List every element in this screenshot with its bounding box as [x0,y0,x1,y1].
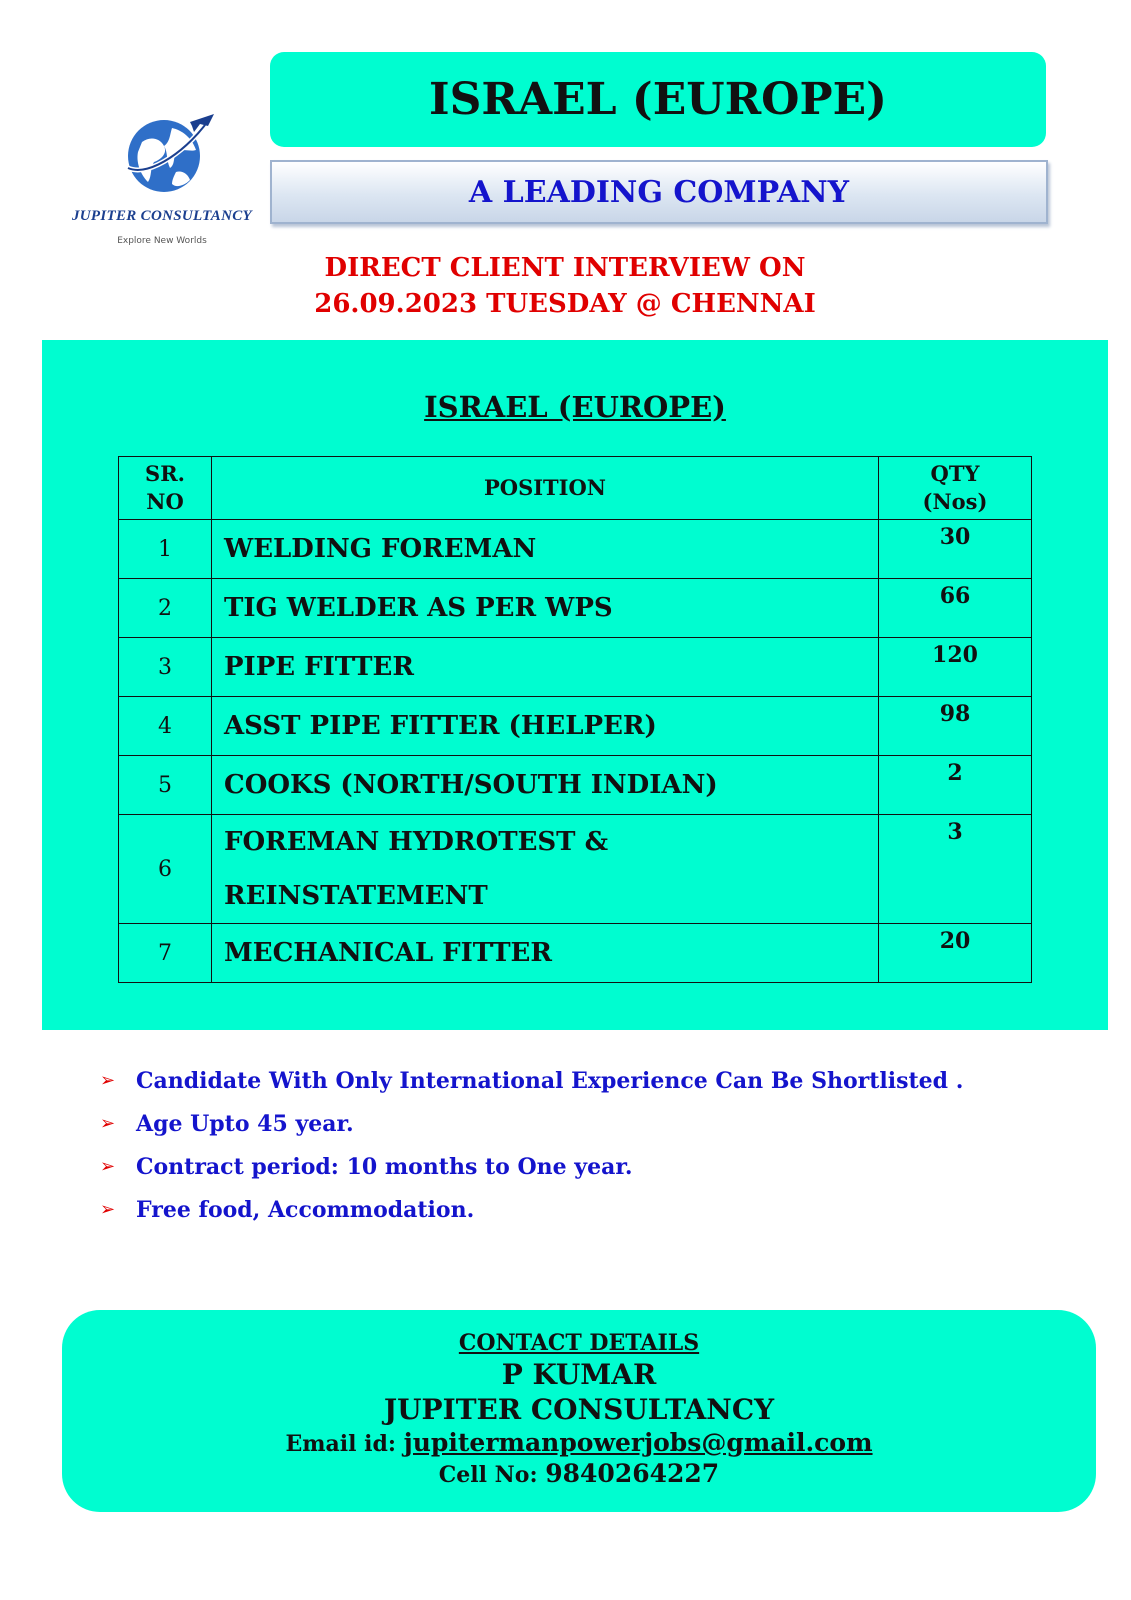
page-subtitle: A LEADING COMPANY [468,174,850,210]
jobs-panel [42,340,1108,1030]
table-row [119,520,1032,579]
table-row [119,756,1032,815]
row-qty: 98 [879,697,1032,756]
interview-notice [270,250,860,322]
table-row [119,697,1032,756]
row-position [212,815,879,924]
arrow-bullet-icon: ➢ [100,1113,116,1134]
list-item [100,1195,1040,1238]
company-logo [62,108,262,258]
contact-company: JUPITER CONSULTANCY [383,1393,775,1426]
row-qty: 30 [879,520,1032,579]
contact-name: P KUMAR [501,1358,657,1391]
logo-name: JUPITER CONSULTANCY [71,208,253,224]
qty-header-line-2: (Nos) [922,489,988,514]
note-text: Age Upto 45 year. [136,1111,354,1137]
row-qty: 2 [879,756,1032,815]
list-item [100,1066,1040,1109]
page-title: ISRAEL (EUROPE) [429,74,887,125]
title-banner [270,52,1046,147]
row-sr: 5 [119,756,212,815]
arrow-bullet-icon: ➢ [100,1199,116,1220]
globe-plane-icon [120,108,216,204]
table-row [119,579,1032,638]
qty-header-line-1: QTY [930,461,980,486]
contact-heading: CONTACT DETAILS [458,1330,700,1356]
positions-table [118,456,1032,983]
column-header-sr [119,457,212,520]
subtitle-banner [270,160,1048,224]
row-qty: 20 [879,924,1032,983]
sr-header-line-1: SR. [145,461,185,486]
arrow-bullet-icon: ➢ [100,1156,116,1177]
row-sr: 6 [119,815,212,924]
column-header-position: POSITION [212,457,879,520]
note-text: Candidate With Only International Experience Can Be Shortlisted . [136,1068,964,1094]
row-position-line-1: FOREMAN HYDROTEST & [224,827,609,857]
row-sr: 3 [119,638,212,697]
email-label: Email id: [285,1431,396,1457]
cell-label: Cell No: [438,1462,538,1488]
contact-email-line [62,1428,1096,1459]
row-position: ASST PIPE FITTER (HELPER) [212,697,879,756]
list-item [100,1152,1040,1195]
row-position: WELDING FOREMAN [212,520,879,579]
row-qty: 66 [879,579,1032,638]
requirements-list [100,1066,1040,1238]
note-text: Free food, Accommodation. [136,1197,475,1223]
sr-header-line-2: NO [146,489,184,514]
row-sr: 4 [119,697,212,756]
column-header-qty [879,457,1032,520]
interview-line-2: 26.09.2023 TUESDAY @ CHENNAI [314,289,816,319]
table-row [119,638,1032,697]
row-position: COOKS (NORTH/SOUTH INDIAN) [212,756,879,815]
row-position-line-2: REINSTATEMENT [224,881,488,911]
email-link[interactable]: jupitermanpowerjobs@gmail.com [403,1428,873,1457]
row-qty: 3 [879,815,1032,924]
jobs-title: ISRAEL (EUROPE) [424,390,726,424]
list-item [100,1109,1040,1152]
table-header-row [119,457,1032,520]
row-sr: 1 [119,520,212,579]
table-row [119,815,1032,924]
contact-panel [62,1310,1096,1512]
cell-number: 9840264227 [545,1459,720,1488]
interview-line-1: DIRECT CLIENT INTERVIEW ON [324,253,806,283]
row-sr: 2 [119,579,212,638]
note-text: Contract period: 10 months to One year. [136,1154,633,1180]
row-qty: 120 [879,638,1032,697]
row-sr: 7 [119,924,212,983]
logo-tagline: Explore New Worlds [117,236,207,246]
row-position: MECHANICAL FITTER [212,924,879,983]
table-row [119,924,1032,983]
contact-cell-line [62,1459,1096,1490]
row-position: TIG WELDER AS PER WPS [212,579,879,638]
arrow-bullet-icon: ➢ [100,1070,116,1091]
row-position: PIPE FITTER [212,638,879,697]
